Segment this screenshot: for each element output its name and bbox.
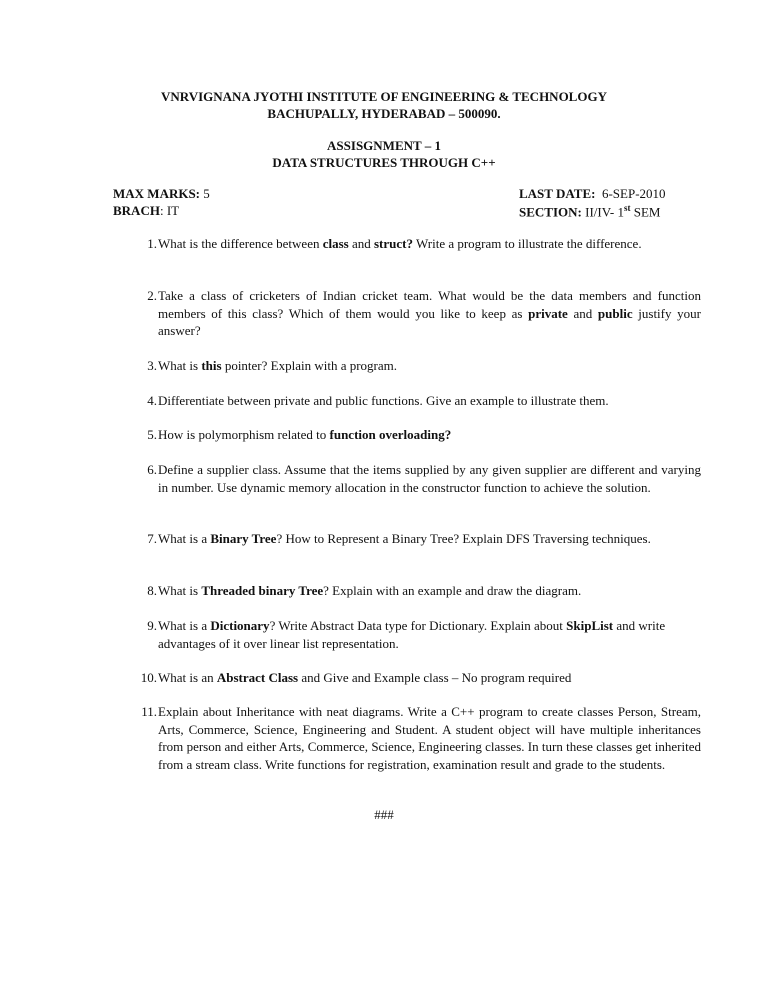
question-text: Define a supplier class. Assume that the items supplied by any given supplier are different and varying in number. Use dynamic memory allocation in the constructor function to achieve the solution.: [158, 462, 701, 495]
branch-value: : IT: [159, 203, 180, 218]
end-marker: ###: [374, 807, 394, 822]
max-marks: [113, 186, 210, 202]
max-marks-value: 5: [203, 186, 210, 201]
question-text: Take a class of cricketers of Indian cricket team. What would be the data members and function members of this class? Which of them would you like to keep as private and public justify your answer?: [158, 288, 701, 338]
subject-title: DATA STRUCTURES THROUGH C++: [272, 155, 496, 170]
max-marks-label: MAX MARKS:: [113, 186, 201, 201]
question-4: [135, 392, 701, 410]
section-value: II/IV- 1: [585, 204, 624, 220]
question-text: What is an Abstract Class and Give and Example class – No program required: [158, 670, 572, 685]
question-6: [135, 461, 701, 496]
branch: [113, 203, 179, 219]
question-1: [135, 235, 701, 253]
question-number: 8.: [147, 583, 157, 598]
question-text: What is Threaded binary Tree? Explain with an example and draw the diagram.: [158, 583, 582, 598]
question-5: [135, 426, 701, 444]
question-7: [135, 530, 701, 548]
question-3: [135, 357, 701, 375]
question-number: 3.: [147, 358, 157, 373]
section: [519, 203, 660, 220]
section-suffix: SEM: [633, 204, 661, 220]
last-date: [519, 186, 666, 202]
question-8: [135, 582, 701, 600]
question-text: How is polymorphism related to function overloading?: [158, 427, 452, 442]
question-number: 7.: [147, 531, 157, 546]
section-label: SECTION:: [519, 204, 582, 220]
question-number: 10.: [140, 670, 157, 685]
question-text: What is the difference between class and struct? Write a program to illustrate the difference.: [158, 236, 642, 251]
question-11: [135, 703, 701, 773]
question-text: What is a Binary Tree? How to Represent a Binary Tree? Explain DFS Traversing techniques.: [158, 531, 651, 546]
question-text: Differentiate between private and public functions. Give an example to illustrate them.: [158, 393, 609, 408]
question-text: What is a Dictionary? Write Abstract Data type for Dictionary. Explain about SkipList and write advantages of it over linear list representation.: [158, 618, 666, 651]
question-number: 9.: [147, 618, 157, 633]
institute-name: VNRVIGNANA JYOTHI INSTITUTE OF ENGINEERING & TECHNOLOGY: [161, 89, 607, 104]
question-number: 5.: [147, 427, 157, 442]
question-number: 4.: [147, 393, 157, 408]
question-text: What is this pointer? Explain with a program.: [158, 358, 398, 373]
question-number: 6.: [147, 462, 157, 477]
last-date-value: 6-SEP-2010: [601, 186, 666, 201]
question-number: 11.: [141, 704, 157, 719]
question-number: 1.: [147, 236, 157, 251]
question-10: [135, 669, 701, 687]
question-2: [135, 287, 701, 340]
last-date-label: LAST DATE:: [519, 186, 596, 201]
branch-label: BRACH: [113, 203, 160, 218]
assignment-title: ASSISGNMENT – 1: [327, 138, 441, 153]
institute-address: BACHUPALLY, HYDERABAD – 500090.: [267, 106, 501, 121]
section-sup: st: [623, 203, 631, 213]
question-9: [135, 617, 701, 652]
question-text: Explain about Inheritance with neat diagrams. Write a C++ program to create classes Person, Stream, Arts, Commerce, Science, Engineering and Student. A student object will have multiple inheritances from person and either Arts, Commerce, Science, Engineering classes. In turn these classes get inherited from a stream class. Write functions for registration, examination result and grade to the students.: [158, 704, 701, 772]
question-number: 2.: [147, 288, 157, 303]
